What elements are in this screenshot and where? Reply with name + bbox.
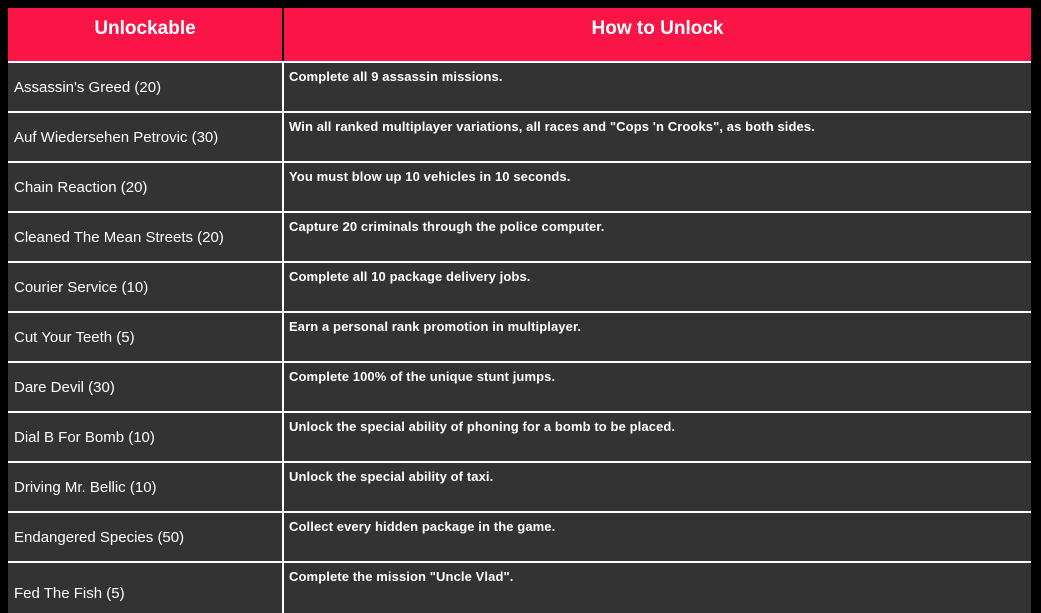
how-to-unlock-cell: Complete all 9 assassin missions. <box>283 62 1031 112</box>
unlockable-name-cell: Courier Service (10) <box>8 262 283 312</box>
unlockable-name-cell: Dial B For Bomb (10) <box>8 412 283 462</box>
table-row <box>8 212 1031 262</box>
how-to-unlock-cell: Complete all 10 package delivery jobs. <box>283 262 1031 312</box>
how-to-unlock-cell: Collect every hidden package in the game. <box>283 512 1031 562</box>
unlockable-name-cell: Driving Mr. Bellic (10) <box>8 462 283 512</box>
table-row <box>8 162 1031 212</box>
column-header-how-to-unlock: How to Unlock <box>283 8 1031 62</box>
table-row <box>8 112 1031 162</box>
how-to-unlock-cell: Complete 100% of the unique stunt jumps. <box>283 362 1031 412</box>
table-row <box>8 262 1031 312</box>
table-row <box>8 462 1031 512</box>
header-row <box>8 8 1031 62</box>
table-body <box>8 62 1031 613</box>
unlockable-name-cell: Dare Devil (30) <box>8 362 283 412</box>
table-row <box>8 312 1031 362</box>
column-header-unlockable: Unlockable <box>8 8 283 62</box>
unlockable-name-cell: Assassin's Greed (20) <box>8 62 283 112</box>
unlockables-table <box>8 8 1031 613</box>
table-row <box>8 412 1031 462</box>
table-row <box>8 362 1031 412</box>
unlockable-name-cell: Auf Wiedersehen Petrovic (30) <box>8 112 283 162</box>
how-to-unlock-cell: Capture 20 criminals through the police computer. <box>283 212 1031 262</box>
how-to-unlock-cell: Unlock the special ability of phoning for a bomb to be placed. <box>283 412 1031 462</box>
how-to-unlock-cell: Win all ranked multiplayer variations, all races and "Cops 'n Crooks", as both sides. <box>283 112 1031 162</box>
unlockable-name-cell: Endangered Species (50) <box>8 512 283 562</box>
how-to-unlock-cell: Earn a personal rank promotion in multiplayer. <box>283 312 1031 362</box>
unlockable-name-cell: Fed The Fish (5) <box>8 562 283 613</box>
unlockable-name-cell: Chain Reaction (20) <box>8 162 283 212</box>
table-row <box>8 62 1031 112</box>
unlockable-name-cell: Cleaned The Mean Streets (20) <box>8 212 283 262</box>
how-to-unlock-cell: Unlock the special ability of taxi. <box>283 462 1031 512</box>
unlockable-name-cell: Cut Your Teeth (5) <box>8 312 283 362</box>
table-header <box>8 8 1031 62</box>
how-to-unlock-cell: You must blow up 10 vehicles in 10 seconds. <box>283 162 1031 212</box>
table-row <box>8 562 1031 613</box>
how-to-unlock-cell: Complete the mission "Uncle Vlad". <box>283 562 1031 613</box>
table-row <box>8 512 1031 562</box>
